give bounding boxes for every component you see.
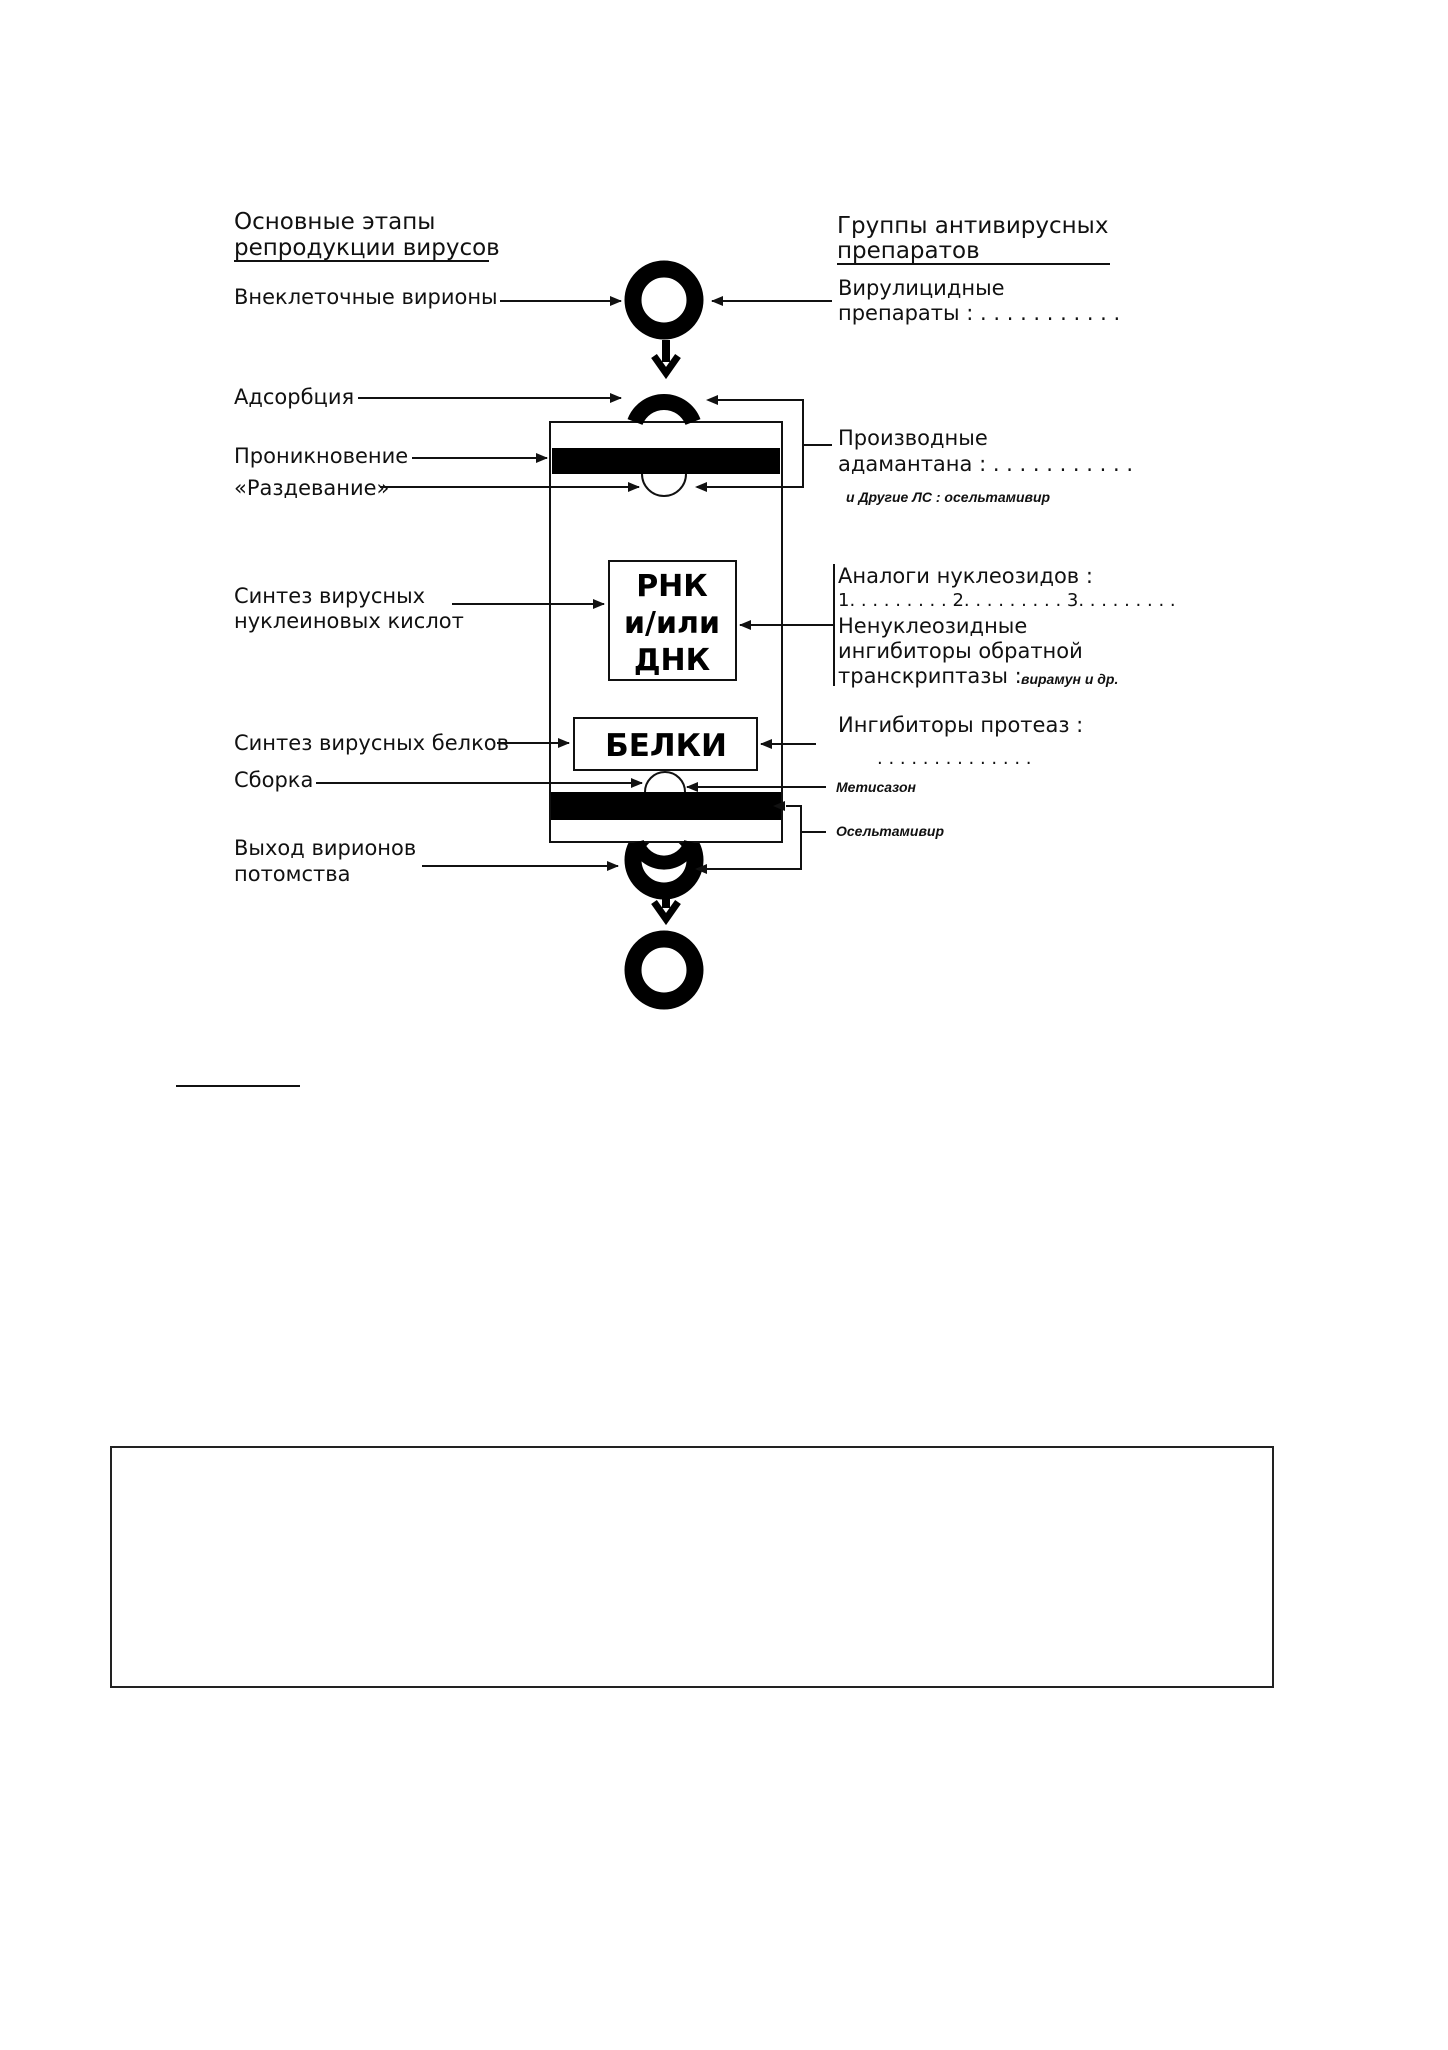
- stage-nucleic-line2: нуклеиновых кислот: [234, 609, 464, 633]
- down-arrow-1: [654, 340, 678, 373]
- drug-nonnucleoside-line2: ингибиторы обратной: [838, 639, 1083, 663]
- stage-exit-line1: Выход вирионов: [234, 836, 417, 860]
- stage-protein-synthesis: Синтез вирусных белков: [234, 731, 509, 755]
- drug-nonnucleoside-line3: транскриптазы :: [838, 664, 1022, 688]
- drug-metisazon: Метисазон: [836, 779, 916, 795]
- drug-nonnucleoside-note: вирамун и др.: [1021, 671, 1119, 687]
- and-or-label: и/или: [624, 606, 720, 641]
- right-header-line1: Группы антивирусных: [837, 213, 1109, 239]
- stage-penetration: Проникновение: [234, 444, 409, 468]
- stage-nucleic-line1: Синтез вирусных: [234, 584, 426, 608]
- drug-protease-dots: . . . . . . . . . . . . . .: [877, 748, 1032, 769]
- adsorbing-virion: [635, 402, 693, 422]
- answer-box[interactable]: [110, 1446, 1274, 1688]
- drug-adamantane-line2: адамантана : . . . . . . . . . . .: [838, 452, 1134, 476]
- stage-uncoating: «Раздевание»: [234, 476, 390, 500]
- left-header-line1: Основные этапы: [234, 209, 436, 235]
- drug-oseltamivir: Осельтамивир: [836, 823, 945, 839]
- drug-other-note: и Другие ЛС : осельтамивир: [846, 489, 1051, 505]
- drug-virucidal-line2: препараты : . . . . . . . . . . .: [838, 301, 1121, 325]
- drug-virucidal-line1: Вирулицидные: [838, 276, 1005, 300]
- membrane-bar-top: [552, 448, 780, 474]
- drug-nucleoside-line2: 1. . . . . . . . . 2. . . . . . . . . 3. . . . . . . . .: [838, 590, 1176, 611]
- rna-label: РНК: [636, 569, 708, 604]
- drug-nonnucleoside-line1: Ненуклеозидные: [838, 614, 1028, 638]
- drug-nucleoside-line1: Аналоги нуклеозидов :: [838, 564, 1093, 588]
- drug-protease-line1: Ингибиторы протеаз :: [838, 713, 1084, 737]
- proteins-label: БЕЛКИ: [605, 728, 727, 764]
- progeny-virion-free: [633, 939, 695, 1001]
- extracellular-virion: [633, 269, 695, 331]
- stage-extracellular: Внеклеточные вирионы: [234, 285, 498, 309]
- dna-label: ДНК: [633, 643, 711, 678]
- drug-adamantane-line1: Производные: [838, 426, 988, 450]
- exiting-virion: [637, 842, 691, 863]
- stage-adsorption: Адсорбция: [234, 385, 355, 409]
- right-header-line2: препаратов: [837, 238, 980, 264]
- stage-assembly: Сборка: [234, 768, 314, 792]
- left-header-line2: репродукции вирусов: [234, 235, 500, 261]
- membrane-bar-bottom: [551, 792, 781, 820]
- stage-exit-line2: потомства: [234, 862, 351, 886]
